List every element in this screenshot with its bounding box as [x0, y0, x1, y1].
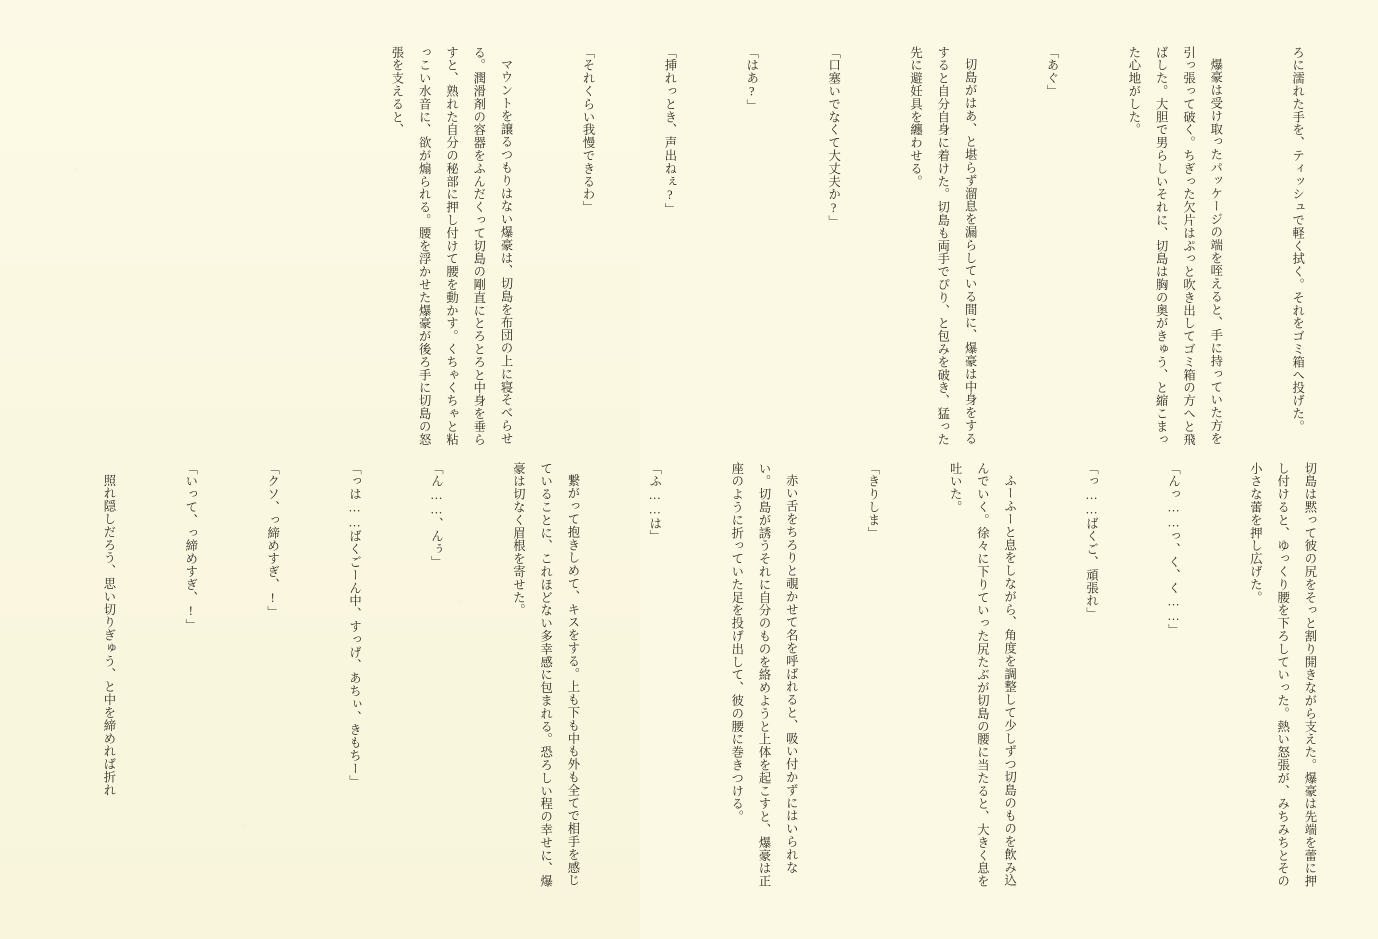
paragraph: 繋がって抱きしめて、キスをする。上も下も中も外も全てで相手を感じていることに、これほどない多幸感に包まれる。恐ろしい程の幸せに、爆豪は切なく眉根を寄せた。	[511, 462, 580, 888]
vertical-text-upper	[328, 46, 1365, 446]
paragraph: 爆豪は受け取ったパッケージの端を咥えると、手に持っていた方を引っ張って破く。ちぎった欠片はぷっと吹き出してゴミ箱の方へと飛ばした。大胆で男らしいそれに、切島は胸の奥がきゅう、と縮こまった心地がした。	[1126, 46, 1223, 446]
text-block-upper	[328, 46, 1305, 446]
paragraph: 「挿れっとき、声出ねぇ?」	[662, 46, 677, 216]
paragraph: 「きりしま」	[866, 462, 881, 540]
paragraph: ふーふーと息をしながら、角度を調整して少しずつ切島のものを飲み込んでいく。徐々に下りていった尻たぶが切島の腰に当たると、大きく息を吐いた。	[948, 462, 1017, 888]
paragraph: 「口塞いでなくて大丈夫か?」	[826, 46, 841, 229]
paragraph: 「んっ……っ、く、く……」	[1166, 462, 1181, 637]
paragraph: 「っは……ばくごーん中、すっげ、あちぃ、きもちー」	[347, 462, 362, 788]
paragraph: 「ふ……は」	[647, 462, 662, 543]
paragraph: 「いって、っ締めすぎ、!」	[183, 462, 198, 632]
paragraph: 「クソ、っ締めすぎ、!」	[265, 462, 280, 619]
paragraph: 切島は黙って彼の尻をそっと割り開きながら支えた。爆豪は先端を蕾に押し付けると、ゆっくり腰を下ろしていった。熱い怒張が、みちみちとその小さな蕾を押し広げた。	[1248, 462, 1317, 888]
paragraph: 切島がはあ、と堪らず溜息を漏らしている間に、爆豪は中身をするすると自分自身に着けた。切島も両手でぴり、と包みを破き、猛った先に避妊具を纏わせる。	[908, 46, 978, 446]
vertical-text-lower	[40, 462, 1378, 894]
paragraph: 「ん……、んぅ」	[429, 462, 444, 569]
text-block-lower	[40, 462, 1317, 894]
paragraph: 照れ隠しだろう、思い切りぎゅう、と中を締めれば折れ	[101, 474, 116, 797]
paragraph: 赤い舌をちろりと覗かせて名を呼ばれると、吸い付かずにはいられない。切島が誘うそれに自分のものを絡めようと上体を起こすと、爆豪は正座のように折っていた足を投げ出して、彼の腰に巻きつける。	[729, 462, 799, 888]
paragraph: 「それくらい我慢できるわ」	[580, 46, 595, 214]
paragraph: ろに濡れた手を、ティッシュで軽く拭く。それをゴミ箱へ投げた。	[1290, 46, 1305, 433]
paragraph: 「あぐ」	[1045, 46, 1060, 98]
paragraph: 「っ……ばくご、頑張れ」	[1084, 462, 1099, 621]
paragraph: マウントを譲るつもりはない爆豪は、切島を布団の上に寝そべらせる。潤滑剤の容器をふんだくって切島の剛直にとろとろと中身を垂らすと、熟れた自分の秘部に押し付けて腰を動かす。くちゃくちゃと粘っこい水音に、欲が煽られる。腰を浮かせた爆豪が後ろ手に切島の怒張を支えると、	[389, 46, 514, 446]
paragraph: 「はあ?」	[744, 46, 759, 113]
